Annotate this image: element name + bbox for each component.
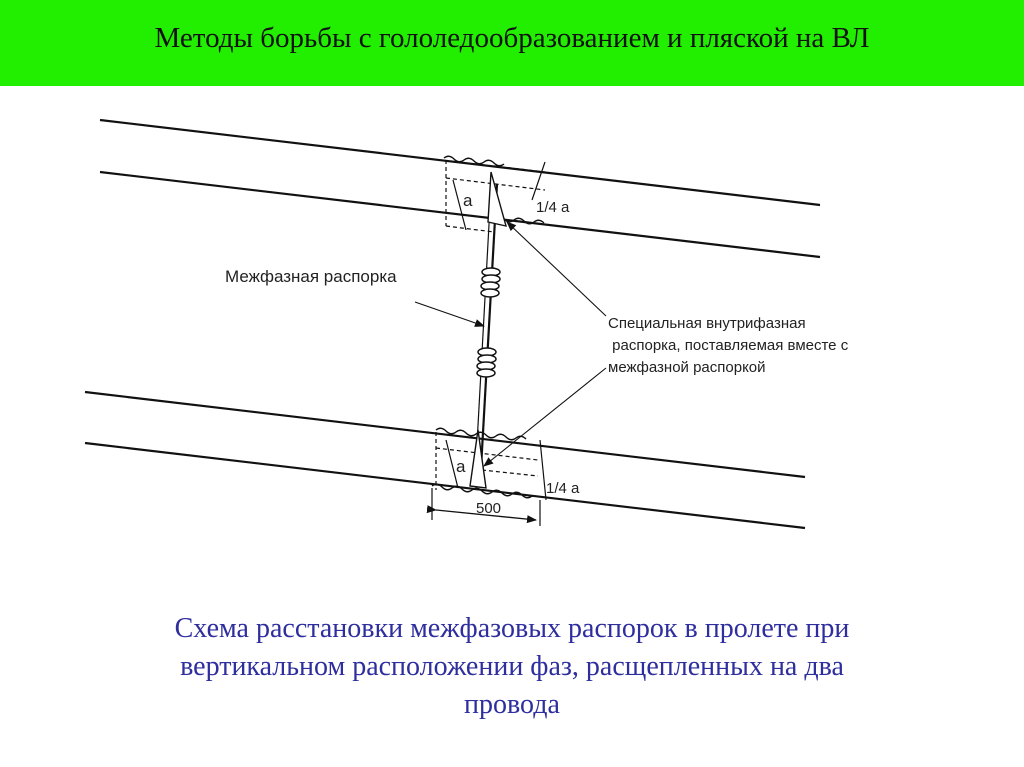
conductor-upper-2: [100, 172, 820, 257]
caption-line-1: Схема расстановки межфазовых распорок в пролете при: [174, 613, 850, 644]
slide-title: Методы борьбы с гололедообразованием и пляской на ВЛ: [154, 22, 870, 54]
title-bar: [0, 0, 1024, 86]
caption-line-2: вертикальном расположении фаз, расщепленных на два: [180, 651, 844, 682]
spacer-diagram: [0, 86, 1024, 600]
label-intraphase-line-3: межфазной распоркой: [608, 359, 766, 376]
diagram-caption: [40, 610, 984, 724]
insulator-lower: [477, 348, 496, 377]
label-intraphase-line-1: Специальная внутрифазная: [608, 315, 806, 332]
label-intraphase-line-2: распорка, поставляемая вместе с: [608, 337, 849, 354]
leader-interphase: [415, 302, 484, 326]
conductor-lower-2: [85, 443, 805, 528]
caption-line-3: провода: [464, 689, 560, 720]
spacer-clamp-top: [488, 172, 506, 226]
conductor-lower-1: [85, 392, 805, 477]
label-interphase-spacer: Межфазная распорка: [225, 267, 397, 286]
dim-a-bottom: а: [456, 457, 466, 476]
dim-500: 500: [476, 500, 502, 517]
dim-quarter-top: 1/4 а: [536, 199, 570, 216]
leader-intraphase-top: [507, 222, 606, 316]
dim-quarter-bottom: 1/4 а: [546, 480, 580, 497]
dim-a-top: а: [463, 191, 473, 210]
insulator-upper: [481, 268, 500, 297]
conductor-upper-1: [100, 120, 820, 205]
